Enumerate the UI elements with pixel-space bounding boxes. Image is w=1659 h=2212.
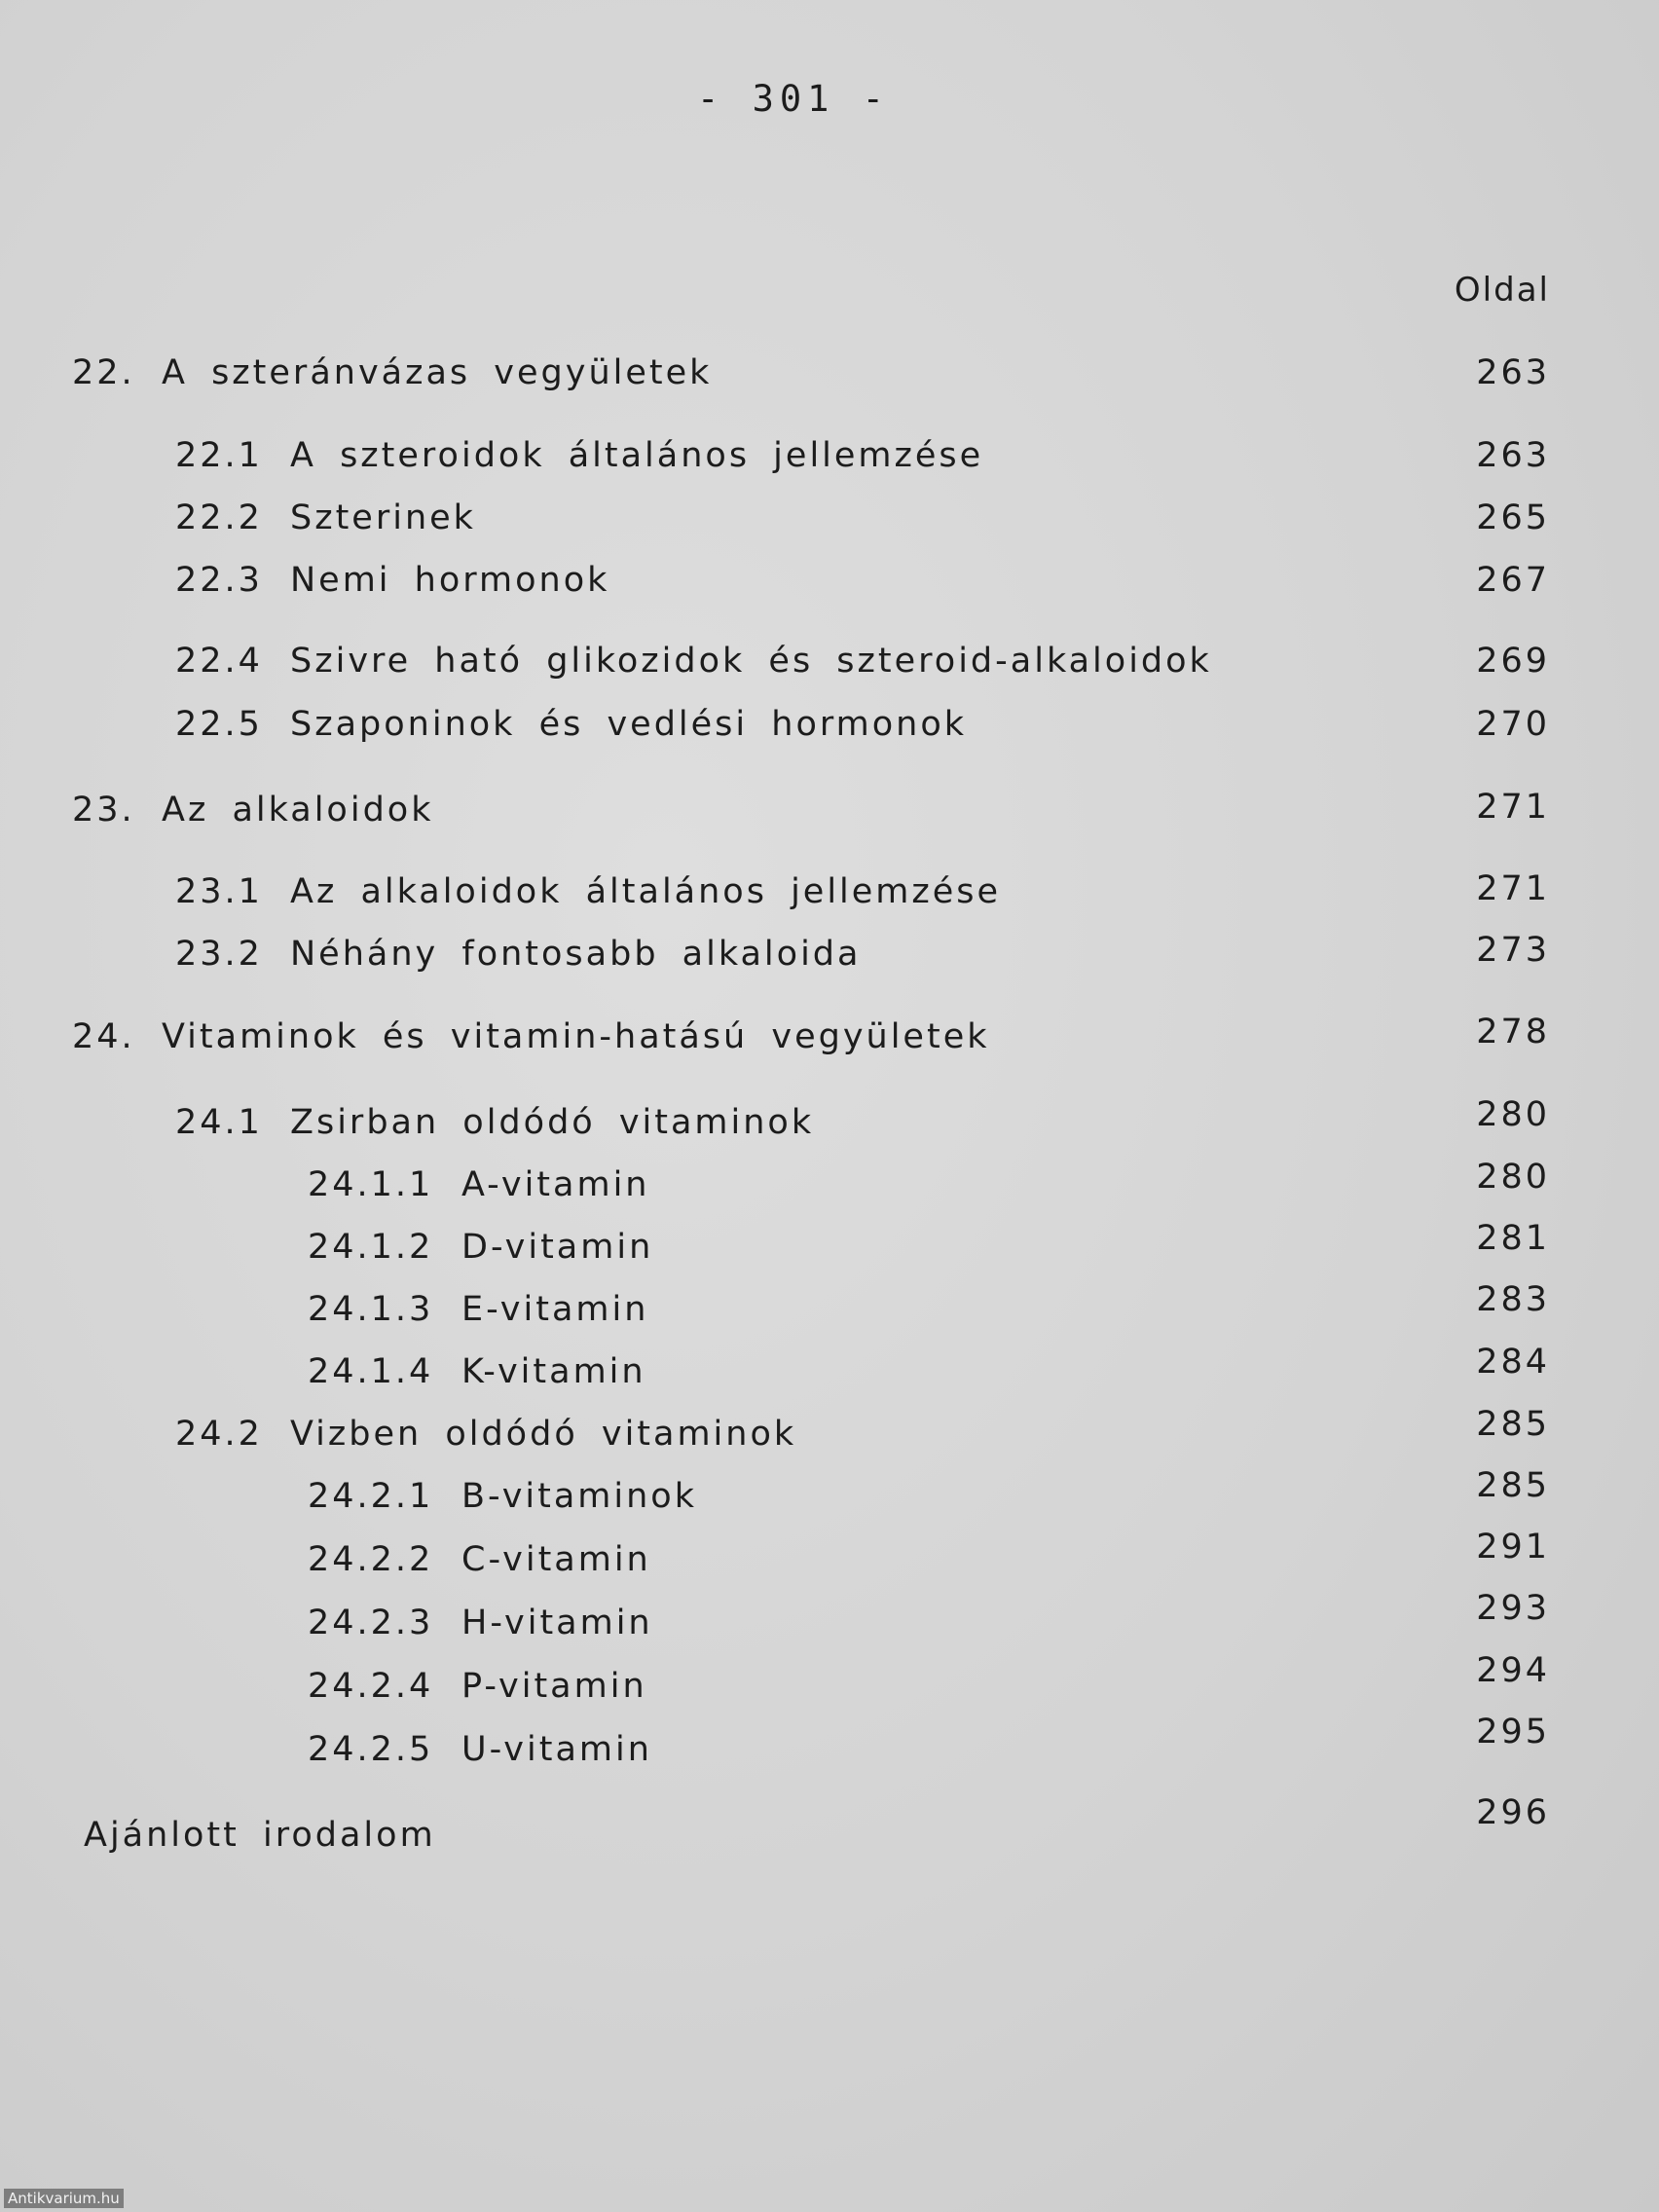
toc-page-number: 294 <box>1476 1651 1550 1690</box>
toc-entry-subsection-24-2-3 <box>308 1606 653 1641</box>
toc-entry-subsection-24-1-1 <box>308 1165 650 1204</box>
page-column-header: Oldal <box>1454 271 1550 310</box>
toc-title: Szterinek <box>290 498 476 537</box>
toc-number: 22. <box>72 353 135 392</box>
toc-entry-section-22-5 <box>175 705 968 744</box>
toc-title: Zsirban oldódó vitaminok <box>290 1103 815 1142</box>
toc-number: 24.2.5 <box>308 1730 434 1769</box>
toc-entry-section-23-2 <box>175 935 862 974</box>
toc-page-number: 280 <box>1476 1095 1550 1134</box>
toc-page-number: 293 <box>1476 1589 1550 1628</box>
toc-title: Néhány fontosabb alkaloida <box>290 935 862 974</box>
toc-entry-subsection-24-2-1 <box>308 1477 697 1516</box>
toc-title: Az alkaloidok általános jellemzése <box>290 872 1002 911</box>
toc-title: Nemi hormonok <box>290 561 610 600</box>
toc-page-number: 269 <box>1476 642 1550 681</box>
toc-number: 24. <box>72 1017 135 1056</box>
toc-entry-section-22-1 <box>175 436 984 475</box>
toc-page-number: 263 <box>1476 353 1550 392</box>
toc-title: H-vitamin <box>461 1604 653 1642</box>
toc-page-number: 265 <box>1476 498 1550 537</box>
toc-page-number: 296 <box>1476 1793 1550 1832</box>
toc-number: 24.1 <box>175 1103 263 1142</box>
toc-title: C-vitamin <box>461 1540 651 1579</box>
toc-title: Szaponinok és vedlési hormonok <box>290 705 968 744</box>
toc-page-number: 271 <box>1476 788 1550 827</box>
toc-page-number: 267 <box>1476 561 1550 600</box>
toc-entry-section-22-3 <box>175 561 610 600</box>
toc-number: 24.1.1 <box>308 1165 434 1204</box>
toc-number: 22.3 <box>175 561 263 600</box>
toc-number: 22.2 <box>175 498 263 537</box>
toc-page-number: 271 <box>1476 869 1550 908</box>
toc-number: 24.2.3 <box>308 1604 434 1642</box>
toc-number: 22.1 <box>175 436 263 475</box>
toc-title: U-vitamin <box>461 1730 652 1769</box>
toc-number: 24.1.2 <box>308 1228 434 1267</box>
toc-page-number: 295 <box>1476 1713 1550 1751</box>
toc-page-number: 278 <box>1476 1013 1550 1051</box>
toc-title: Szivre ható glikozidok és szteroid-alkaloidok <box>290 642 1212 681</box>
toc-entry-subsection-24-2-4 <box>308 1667 647 1706</box>
toc-title: E-vitamin <box>461 1290 649 1329</box>
toc-entry-section-23-1 <box>175 872 1002 911</box>
toc-number: 24.2 <box>175 1415 263 1454</box>
toc-page-number: 280 <box>1476 1158 1550 1197</box>
toc-number: 24.2.2 <box>308 1540 434 1579</box>
toc-page-number: 285 <box>1476 1405 1550 1444</box>
watermark: Antikvarium.hu <box>4 2189 124 2208</box>
toc-entry-chapter-22 <box>72 353 713 392</box>
toc-page-number: 283 <box>1476 1280 1550 1319</box>
toc-number: 24.1.3 <box>308 1290 434 1329</box>
toc-entry-subsection-24-2-2 <box>308 1540 651 1579</box>
toc-entry-subsection-24-2-5 <box>308 1730 652 1769</box>
toc-page-number: 284 <box>1476 1343 1550 1382</box>
toc-entry-section-24-1 <box>175 1103 815 1142</box>
toc-title: B-vitaminok <box>461 1477 697 1516</box>
toc-number: 22.5 <box>175 705 263 744</box>
toc-title: Ajánlott irodalom <box>84 1816 436 1855</box>
toc-page-number: 270 <box>1476 705 1550 744</box>
toc-title: Vizben oldódó vitaminok <box>290 1415 797 1454</box>
toc-title: A szteroidok általános jellemzése <box>290 436 984 475</box>
toc-page-number: 291 <box>1476 1528 1550 1567</box>
toc-entry-subsection-24-1-2 <box>308 1228 654 1267</box>
toc-number: 24.2.1 <box>308 1477 434 1516</box>
toc-entry-chapter-24 <box>72 1017 990 1056</box>
toc-number: 24.1.4 <box>308 1352 434 1391</box>
toc-title: Vitaminok és vitamin-hatású vegyületek <box>162 1017 990 1056</box>
toc-entry-section-22-2 <box>175 498 476 537</box>
toc-number: 23. <box>72 791 135 830</box>
toc-entry-section-24-2 <box>175 1415 797 1454</box>
toc-title: A-vitamin <box>461 1165 650 1204</box>
toc-page-number: 263 <box>1476 436 1550 475</box>
toc-entry-section-22-4 <box>175 642 1212 681</box>
toc-entry-subsection-24-1-3 <box>308 1290 649 1329</box>
toc-entry-subsection-24-1-4 <box>308 1352 646 1391</box>
toc-title: K-vitamin <box>461 1352 646 1391</box>
toc-page-number: 273 <box>1476 931 1550 970</box>
toc-title: P-vitamin <box>461 1667 647 1706</box>
toc-number: 23.2 <box>175 935 263 974</box>
toc-entry-chapter-23 <box>72 793 433 828</box>
page-number: - 301 - <box>697 78 890 120</box>
toc-title: D-vitamin <box>461 1228 654 1267</box>
toc-number: 23.1 <box>175 872 263 911</box>
toc-page-number: 281 <box>1476 1219 1550 1258</box>
toc-title: A szteránvázas vegyületek <box>162 353 713 392</box>
toc-title: Az alkaloidok <box>162 791 434 830</box>
toc-number: 22.4 <box>175 642 263 681</box>
toc-number: 24.2.4 <box>308 1667 434 1706</box>
toc-entry-literature <box>84 1816 436 1855</box>
toc-page-number: 285 <box>1476 1466 1550 1505</box>
